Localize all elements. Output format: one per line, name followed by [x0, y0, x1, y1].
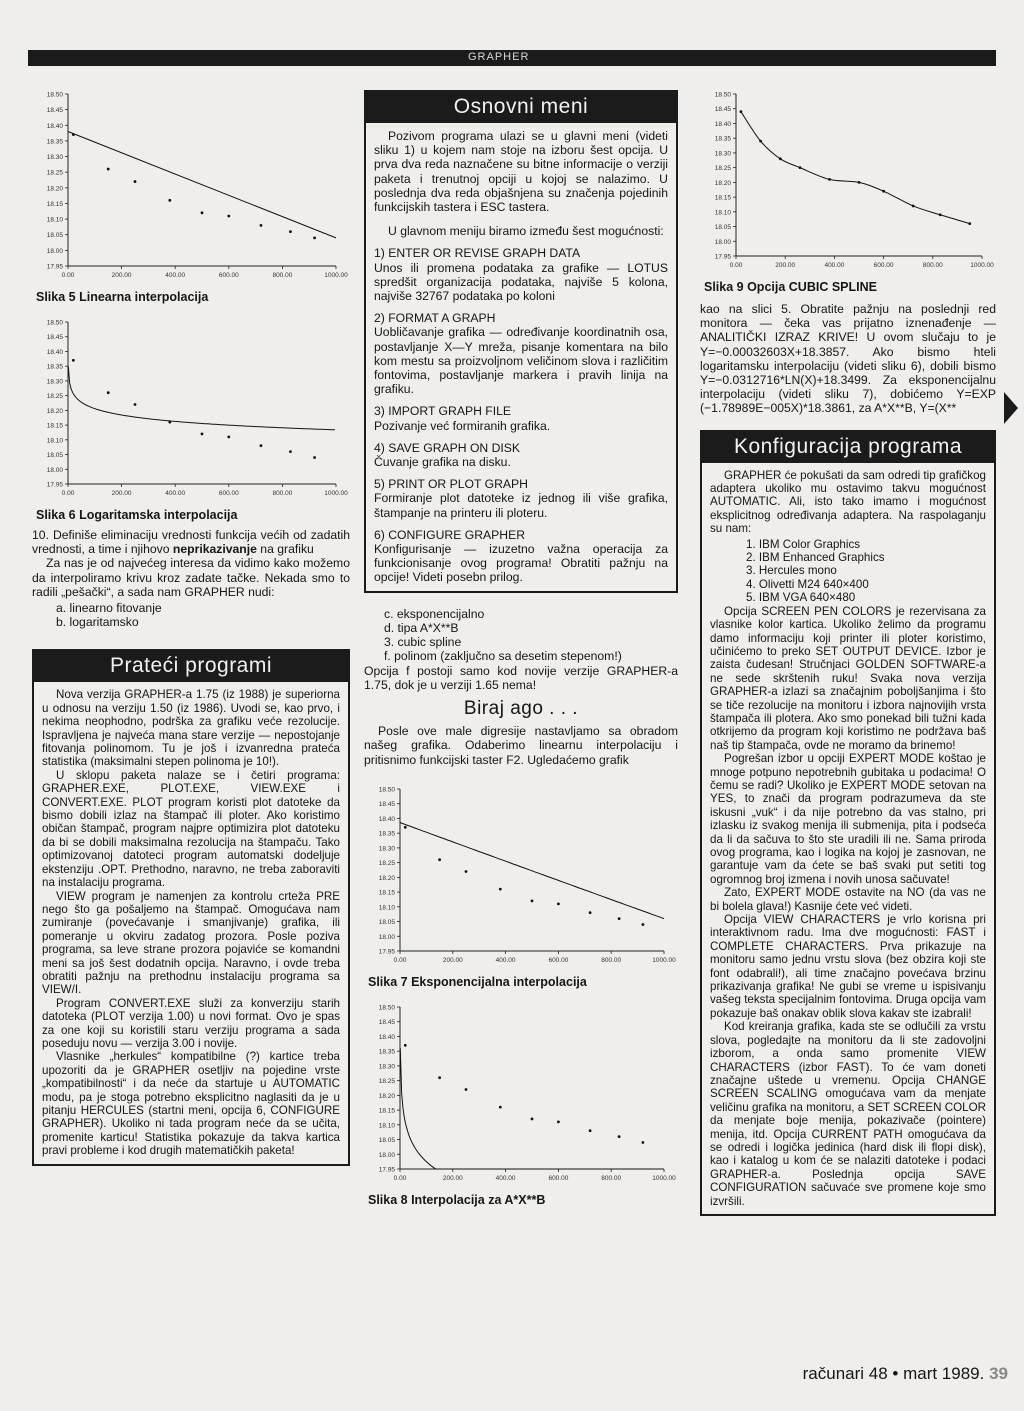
- y-tick-label: 18.25: [378, 859, 395, 867]
- menu-option-2: 2) FORMAT A GRAPH Uobličavanje grafika — određivanje koordinatnih osa, postavljanje X—Y mreža, pisanje komentara na bilo kom mestu sa proizvoljnom veličinom slova i različitim fontovima, postavljanje markera i pravih linija na grafiku.: [374, 311, 668, 397]
- y-tick-label: 18.05: [378, 1136, 395, 1144]
- x-tick-label: 1000.00: [652, 956, 676, 964]
- y-tick-label: 18.20: [714, 179, 731, 187]
- section-heading-biraj: Biraj ago . . .: [463, 697, 579, 719]
- y-tick-label: 18.15: [378, 1107, 395, 1115]
- y-tick-label: 18.35: [46, 363, 63, 371]
- y-tick-label: 18.50: [378, 1004, 395, 1012]
- interp-list-c-f: c. eksponencijalno d. tipa A*X**B 3. cubic spline f. polinom (zaključno sa desetim stepenom!): [384, 606, 622, 664]
- data-point: [968, 222, 971, 225]
- x-tick-label: 1000.00: [970, 262, 994, 269]
- y-tick-label: 18.10: [378, 1122, 395, 1130]
- col2-text: c. eksponencijalno d. tipa A*X**B 3. cubic spline f. polinom (zaključno sa desetim stepenom!) Opcija f postoji samo kod novije verzije GRAPHER-a 1.75, dok je u verziji 1.65 nema! Biraj ago . . . Posle ove male digresije nastavljamo sa obradom našeg grafika. Odaberimo linearnu interpolaciju i pritisnimo funkcijski taster F2. Ugledaćemo grafik: [364, 606, 678, 767]
- y-tick-label: 18.20: [46, 185, 63, 193]
- col1-text: [32, 528, 350, 629]
- box-osnovni-body: Pozivom programa ulazi se u glavni meni (videti sliku 1) u kojem nam stoje na izboru šest opcija. U prva dva reda naznačene su bitne informacije o verziji paketa i trenutnoj opciji u kojoj se nalazimo. U poslednja dva reda objašnjena su značenja pojedinih funkcijskih tastera i ESC tastera. U glavnom meniju biramo između šest mogućnosti: 1) ENTER OR REVISE GRAPH DATA Unos ili promena podataka za grafike — LOTUS spredšit organizacija podataka, najviše 5 kolona, najviše 32767 podataka po koloni 2) FORMAT A GRAPH Uobličavanje grafika — određivanje koordinatnih osa, postavljanje X—Y mreža, pisanje komentara na bilo kom mestu sa proizvoljnom veličinom slova i različitim fontovima, postavljanje markera i pravih linija na grafiku. 3) IMPORT GRAPH FILE Pozivanje već formiranih grafika. 4) SAVE GRAPH ON DISK Čuvanje grafika na disku. 5) PRINT OR PLOT GRAPH Formiranje plot datoteke iz jednog ili više grafika, štampanje na printeru ili ploteru. 6) CONFIGURE GRAPHER Konfigurisanje — izuzetno važna operacija za funkcionisanje ovog programa! Obratiti pažnju na opcije! Videti posebn prilog.: [374, 129, 668, 585]
- y-tick-label: 18.45: [378, 800, 395, 808]
- data-point: [227, 215, 230, 218]
- data-point: [939, 213, 942, 216]
- adapter-list: 1. IBM Color Graphics 2. IBM Enhanced Graphics 3. Hercules mono 4. Olivetti M24 640×400 5. IBM VGA 640×480: [746, 537, 885, 605]
- data-point: [107, 391, 110, 394]
- figure-caption-9: Slika 9 Opcija CUBIC SPLINE: [704, 280, 877, 294]
- data-point: [168, 421, 171, 424]
- x-tick-label: 600.00: [218, 490, 239, 497]
- x-tick-label: 200.00: [111, 272, 132, 279]
- data-point: [740, 110, 743, 113]
- y-tick-label: 18.05: [46, 452, 63, 460]
- menu-option-4: 4) SAVE GRAPH ON DISK Čuvanje grafika na disku.: [374, 440, 521, 470]
- y-tick-label: 18.30: [378, 1063, 395, 1071]
- y-tick-label: 18.35: [378, 1048, 395, 1056]
- data-point: [912, 205, 915, 208]
- y-tick-label: 18.50: [714, 91, 731, 99]
- x-tick-label: 200.00: [775, 262, 796, 269]
- fit-curve: [68, 132, 336, 238]
- chart-power-interpolation: [364, 999, 678, 1189]
- y-tick-label: 18.10: [46, 437, 63, 445]
- chart-figure-7: [364, 781, 678, 971]
- col3-text: kao na slici 5. Obratite pažnju na poslednji red monitora — čeka vas prijatno iznenađenje — ANALITIČKI IZRAZ KRIVE! U ovom slučaju to je Y=−0.00032603X+18.3857. Ako bismo hteli logaritamsku interpolaciju (videti sliku 6), dobili bismo Y=−0.0312716*LN(X)+18.3499. Za eksponencijalnu interpolaciju (videti sliku 7), dobićemo Y=EXP (−1.78989E−005X)*18.3861, za A*X**B, Y=(X**: [700, 302, 996, 416]
- chart-cubic-spline: [700, 86, 996, 276]
- x-tick-label: 0.00: [393, 1174, 407, 1182]
- column-middle: [364, 86, 678, 1213]
- y-tick-label: 18.35: [46, 138, 63, 146]
- footer-text: računari 48 • mart 1989.: [802, 1364, 985, 1383]
- box-konfig-body: GRAPHER će pokušati da sam odredi tip grafičkog adaptera ukoliko mu ostavimo takvu mogućnost AUTOMATIC. Ali, isto tako imamo i mogućnost eksplicitnog određivanja adaptera. Na raspolaganju su nam: 1. IBM Color Graphics 2. IBM Enhanced Graphics 3. Hercules mono 4. Olivetti M24 640×400 5. IBM VGA 640×480 Opcija SCREEN PEN COLORS je rezervisana za vlasnike kolor kartica. Ukoliko želimo da programu damo informaciju koji printer ili ploter koristimo, učinićemo to preko SET OUTPUT DEVICE. Izbor je zaista čudesan! Stručnjaci GOLDEN SOFTWARE-a ne sede skrštenih ruku! Svaka nova verzija GRAPHER-a izlazi sa značajnim poboljšanjima i što se tiče rezolucije na monitoru i izbora najnovijih vrsta štampača ili plotera. Ako smo ponekad bili tužni kada otkrijemo da program koji koristimo ne podržava baš naš tip štampača, ovde ne moramo da brinemo! Pogrešan izbor u opciji EXPERT MODE koštao je mnoge potpuno nepotrebnih gubitaka u podacima! O čemu se radi? Ukoliko je EXPERT MODE setovan na YES, to znači da program podrazumeva da ste iskusni „vuk“ i da nije potrebno da vas stalno, pri izlasku iz svakog menija ili submenija, pita i podseća da li da sačuva to što ste uradili ili ne. Sama priroda ovog programa, kao i logika na kojoj je zasnovan, ne garantuje vam da ćete se baš svaki put setiti tog ogromnog broj izmena i novih unosa sačuvate! Zato, EXPERT MODE ostavite na NO (da vas ne bi bolela glava!) Kasnije ćete već videti. Opcija VIEW CHARACTERS je vrlo korisna pri interaktivnom radu. Ima dve mogućnosti: FAST i COMPLETE CHARACTERS. Prva prikazuje na monitoru samo jednu vrstu slova (bez obzira koji ste font odabrali!), ali time značajno povećava brzinu prikazivanja grafika! Ne gubi se vreme u ispisivanju vašeg teksta specijalnim fontovima. Druga opcija vam pokazuje baš onakav oblik slova kakav ste izabrali! Kod kreiranja grafika, kada ste se odlučili za vrstu slova, pogledajte na monitoru da li ste zadovoljni izborom, a onda samo promenite VIEW CHARACTERS (izbor FAST). To će vam doneti značajne uštede u vremenu. Opcija CHANGE SCREEN SCALING omogućava vam da menjate veličinu grafika na monitoru, a SET SCREEN COLOR da menjate boje menija, pokazivače (pointere) menija, itd. Opcija CURRENT PATH omogućava da se odredi i logička jedinica (hard disk ili flopi disk), kao i katalog u kom će se nalaziti datoteke i podaci GRAPHER-a. Poslednja opcija SAVE CONFIGURATION sačuvaće sve promene koje smo izvršili.: [710, 468, 986, 1208]
- x-tick-label: 0.00: [61, 272, 75, 279]
- data-point: [260, 444, 263, 447]
- y-tick-label: 18.05: [714, 224, 731, 232]
- header-bar: [28, 50, 996, 66]
- data-point: [759, 140, 762, 143]
- y-tick-label: 17.95: [46, 481, 63, 489]
- x-tick-label: 800.00: [272, 490, 293, 497]
- data-point: [618, 917, 621, 920]
- data-point: [531, 1117, 534, 1120]
- data-point: [168, 199, 171, 202]
- y-tick-label: 18.35: [378, 830, 395, 838]
- box-konfiguracija: [700, 430, 996, 1216]
- box-osnovni-title: Osnovni meni: [366, 92, 676, 123]
- y-tick-label: 18.00: [46, 466, 63, 474]
- data-point: [465, 1088, 468, 1091]
- y-tick-label: 18.35: [714, 135, 731, 143]
- data-point: [828, 178, 831, 181]
- menu-option-1: 1) ENTER OR REVISE GRAPH DATA Unos ili promena podataka za grafike — LOTUS spredšit organizacija podataka, najviše 5 kolona, najviše 32767 podataka po koloni: [374, 246, 668, 304]
- page-footer: [803, 1364, 1008, 1384]
- y-tick-label: 18.10: [378, 904, 395, 912]
- y-tick-label: 18.25: [714, 165, 731, 173]
- data-point: [313, 236, 316, 239]
- fit-curve: [400, 822, 664, 918]
- chart-figure-8: [364, 999, 678, 1189]
- y-tick-label: 18.45: [46, 107, 63, 115]
- y-tick-label: 17.95: [714, 253, 731, 261]
- data-point: [313, 456, 316, 459]
- fit-curve: [400, 1048, 663, 1169]
- data-point: [618, 1135, 621, 1138]
- data-point: [589, 911, 592, 914]
- x-tick-label: 0.00: [393, 956, 407, 964]
- y-tick-label: 18.10: [46, 216, 63, 224]
- x-tick-label: 400.00: [165, 272, 186, 279]
- figure-caption-8: Slika 8 Interpolacija za A*X**B: [368, 1192, 546, 1207]
- data-point: [882, 190, 885, 193]
- x-tick-label: 1000.00: [324, 490, 348, 497]
- x-tick-label: 1000.00: [324, 272, 348, 279]
- data-point: [72, 133, 75, 136]
- y-tick-label: 18.05: [46, 232, 63, 240]
- x-tick-label: 400.00: [824, 262, 845, 269]
- x-tick-label: 800.00: [601, 956, 622, 964]
- fit-curve: [68, 366, 335, 430]
- box-prateci-title: Prateći programi: [34, 651, 348, 682]
- y-tick-label: 18.20: [46, 407, 63, 415]
- item-10: 10. Definiše eliminaciju vrednosti funkcija većih od zadatih vrednosti, a time i njihovo neprikazivanje na grafiku: [32, 528, 350, 557]
- data-point: [858, 181, 861, 184]
- box-prateci-programi: [32, 649, 350, 1165]
- y-tick-label: 18.20: [378, 1092, 395, 1100]
- data-point: [465, 870, 468, 873]
- y-tick-label: 18.10: [714, 209, 731, 217]
- y-tick-label: 18.45: [714, 106, 731, 114]
- x-tick-label: 0.00: [729, 262, 743, 269]
- y-tick-label: 18.00: [378, 933, 395, 941]
- data-point: [227, 435, 230, 438]
- column-left: [32, 86, 350, 1166]
- x-tick-label: 200.00: [442, 1174, 463, 1182]
- data-point: [201, 433, 204, 436]
- y-tick-label: 18.50: [46, 319, 63, 327]
- y-tick-label: 18.05: [378, 918, 395, 926]
- x-tick-label: 800.00: [272, 272, 293, 279]
- data-point: [531, 899, 534, 902]
- figure-caption-6: Slika 6 Logaritamska interpolacija: [36, 508, 238, 522]
- x-tick-label: 600.00: [548, 956, 569, 964]
- x-tick-label: 600.00: [873, 262, 894, 269]
- chart-log-interpolation: [32, 314, 350, 504]
- y-tick-label: 18.15: [378, 889, 395, 897]
- x-tick-label: 200.00: [442, 956, 463, 964]
- x-tick-label: 400.00: [495, 956, 516, 964]
- data-point: [72, 359, 75, 362]
- box-osnovni-meni: [364, 90, 678, 593]
- header-title: GRAPHER: [468, 51, 530, 63]
- data-point: [438, 858, 441, 861]
- data-point: [289, 230, 292, 233]
- data-point: [779, 157, 782, 160]
- chart-figure-6: [32, 314, 350, 504]
- y-tick-label: 17.95: [378, 948, 395, 956]
- data-point: [404, 1044, 407, 1047]
- y-tick-label: 17.95: [378, 1166, 395, 1174]
- data-point: [799, 166, 802, 169]
- y-tick-label: 18.00: [46, 247, 63, 255]
- data-point: [107, 168, 110, 171]
- y-tick-label: 18.00: [714, 238, 731, 246]
- y-tick-label: 18.00: [378, 1151, 395, 1159]
- y-tick-label: 18.15: [714, 194, 731, 202]
- x-tick-label: 1000.00: [652, 1174, 676, 1182]
- figure-caption-5: Slika 5 Linearna interpolacija: [36, 290, 209, 304]
- box-konfig-title: Konfiguracija programa: [702, 432, 994, 463]
- x-tick-label: 400.00: [165, 490, 186, 497]
- data-point: [499, 887, 502, 890]
- page-number: 39: [989, 1364, 1008, 1383]
- y-tick-label: 18.25: [378, 1077, 395, 1085]
- chart-figure-9: [700, 86, 996, 276]
- y-tick-label: 18.15: [46, 422, 63, 430]
- y-tick-label: 18.30: [46, 154, 63, 162]
- y-tick-label: 18.40: [46, 348, 63, 356]
- y-tick-label: 18.25: [46, 169, 63, 177]
- data-point: [641, 923, 644, 926]
- menu-option-3: 3) IMPORT GRAPH FILE Pozivanje već formiranih grafika.: [374, 404, 551, 433]
- y-tick-label: 18.40: [714, 120, 731, 128]
- x-tick-label: 800.00: [601, 1174, 622, 1182]
- x-tick-label: 0.00: [61, 490, 75, 497]
- data-point: [134, 180, 137, 183]
- y-tick-label: 18.30: [714, 150, 731, 158]
- data-point: [438, 1076, 441, 1079]
- data-point: [557, 1120, 560, 1123]
- column-right: [700, 86, 996, 1216]
- y-tick-label: 18.40: [378, 1033, 395, 1041]
- y-tick-label: 18.50: [378, 786, 395, 794]
- data-point: [260, 224, 263, 227]
- data-point: [499, 1105, 502, 1108]
- data-point: [289, 450, 292, 453]
- y-tick-label: 18.30: [46, 378, 63, 386]
- y-tick-label: 18.40: [46, 122, 63, 130]
- interp-list-a-b: a. linearno fitovanje b. logaritamsko: [56, 601, 162, 630]
- x-tick-label: 600.00: [218, 272, 239, 279]
- y-tick-label: 18.40: [378, 815, 395, 823]
- data-point: [404, 826, 407, 829]
- x-tick-label: 600.00: [548, 1174, 569, 1182]
- figure-caption-7: Slika 7 Eksponencijalna interpolacija: [368, 974, 587, 989]
- data-point: [589, 1129, 592, 1132]
- y-tick-label: 18.45: [378, 1018, 395, 1026]
- x-tick-label: 800.00: [922, 262, 943, 269]
- y-tick-label: 18.25: [46, 393, 63, 401]
- page-edge-marker: [1004, 392, 1018, 424]
- menu-option-6: 6) CONFIGURE GRAPHER Konfigurisanje — izuzetno važna operacija za funkcionisanje ovog programa! Obratiti pažnju na opcije! Videti posebn prilog.: [374, 527, 668, 585]
- box-prateci-body: Nova verzija GRAPHER-a 1.75 (iz 1988) je superiorna u odnosu na verziju 1.50 (iz 1986). Uvodi se, kao prvo, i nekima neophodno, podrška za grafiku veće rezolucije. Ispravljena je najveća mana stare verzije — nepostojanje fitovanja polinomom. Tu je još i izvanredna prateća statistika (maksimalni stepen polinoma je 10!). U sklopu paketa nalaze se i četiri programa: GRAPHER.EXE, PLOT.EXE, VIEW.EXE i CONVERT.EXE. PLOT program koristi plot datoteke da bismo dobili izlaz na štampač ili ploter. Ako koristimo običan štampač, program najpre optimizira plot datoteku da bi se dobili maksimalna rezolucija na štampaču. Tako optimizovanoj datoteci program automatski dodeljuje ekstenziju .OPT. Prethodno, naravno, ne treba zaboraviti na instalaciju programa. VIEW program je namenjen za kontrolu crteža PRE nego što ga pošaljemo na štampač. Omogućava nam zumiranje (povećavanje i smanjivanje) grafika, ili pomeranje u okviru zadatog prozora. Posle poziva programa, sa leve strane prozora pojaviće se komandni meni sa još šest dodatnih opcija. Naravno, i ovde treba obratiti pažnju na prethodnu instalaciju programa sa VIEW/I. Program CONVERT.EXE služi za konverziju starih datoteka (PLOT verzija 1.00) u novi format. Ovo je spas za one koji su koristili staru verziju programa a sada poseduju novu — verzija 3.00 i novije. Vlasnike „herkules“ kompatibilne (?) kartice treba upozoriti da je GRAPHER osetljiv na pojedine vrste „kompatibilnosti“ i da neće da startuje u AUTOMATIC modu, pa je stoga potrebno eksplicitno naglasiti da je u pitanju HERCULES (startni meni, opcija 6, CONFIGURE GRAPHER). Ukoliko ni tada program neće da se učita, promenite karticu! Statistika pokazuje da takva kartica pravi probleme i kod drugih matematičkih paketa!: [42, 688, 340, 1158]
- fit-curve: [741, 112, 970, 224]
- data-point: [201, 211, 204, 214]
- interp-intro: Za nas je od najvećeg interesa da vidimo kako možemo da interpoliramo krivu kroz zadate tačke. Nekada smo to radili „pešački“, a sada nam GRAPHER nudi:: [32, 556, 350, 599]
- y-tick-label: 17.95: [46, 263, 63, 271]
- chart-linear-interpolation: [32, 86, 350, 286]
- y-tick-label: 18.45: [46, 334, 63, 342]
- menu-option-5: 5) PRINT OR PLOT GRAPH Formiranje plot datoteke iz jednog ili više grafika, štampanje na printeru ili ploteru.: [374, 477, 668, 520]
- x-tick-label: 200.00: [111, 490, 132, 497]
- y-tick-label: 18.15: [46, 200, 63, 208]
- chart-figure-5: [32, 86, 350, 286]
- data-point: [557, 902, 560, 905]
- data-point: [134, 403, 137, 406]
- x-tick-label: 400.00: [495, 1174, 516, 1182]
- y-tick-label: 18.30: [378, 845, 395, 853]
- chart-exp-interpolation: [364, 781, 678, 971]
- y-tick-label: 18.50: [46, 91, 63, 99]
- y-tick-label: 18.20: [378, 874, 395, 882]
- data-point: [641, 1141, 644, 1144]
